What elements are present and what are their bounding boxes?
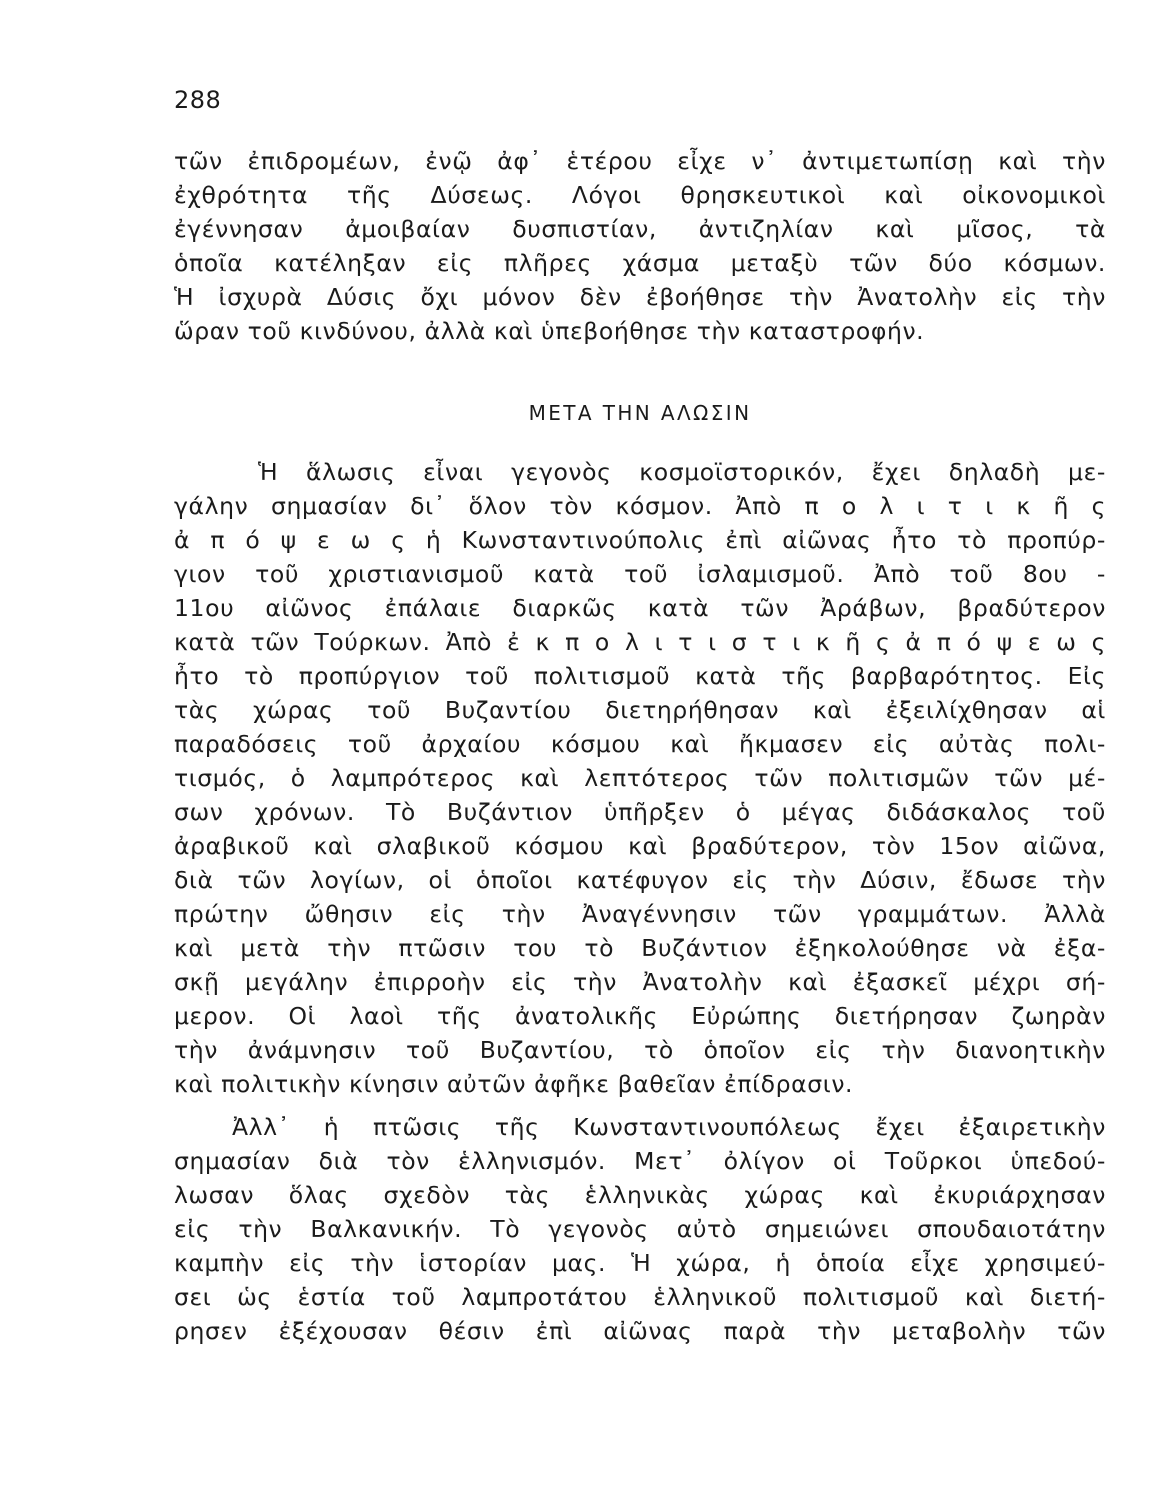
text-line: γάλην σημασίαν δι᾽ ὅλον τὸν κόσμον. Ἀπὸ π ο λ ι τ ι κ ῆ ς <box>174 492 1106 520</box>
text-line: τὰς χώρας τοῦ Βυζαντίου διετηρήθησαν καὶ ἐξειλίχθησαν αἱ <box>174 696 1106 724</box>
text-line: ἐχθρότητα τῆς Δύσεως. Λόγοι θρησκευτικοὶ καὶ οἰκονομικοὶ <box>174 181 1106 209</box>
text-line: καμπὴν εἰς τὴν ἱστορίαν μας. Ἡ χώρα, ἡ ὁποία εἶχε χρησιμεύ- <box>174 1249 1106 1277</box>
text-line: ἐγέννησαν ἀμοιβαίαν δυσπιστίαν, ἀντιζηλίαν καὶ μῖσος, τὰ <box>174 215 1106 243</box>
text-line: τισμός, ὁ λαμπρότερος καὶ λεπτότερος τῶν πολιτισμῶν τῶν μέ- <box>174 764 1106 792</box>
text-line: Ἀλλ᾽ ἡ πτῶσις τῆς Κωνσταντινουπόλεως ἔχει ἐξαιρετικὴν <box>232 1113 1106 1141</box>
text-line: σημασίαν διὰ τὸν ἑλληνισμόν. Μετ᾽ ὀλίγον οἱ Τοῦρκοι ὑπεδού- <box>174 1147 1106 1175</box>
text-line: σων χρόνων. Τὸ Βυζάντιον ὑπῆρξεν ὁ μέγας διδάσκαλος τοῦ <box>174 798 1106 826</box>
text-line: τῶν ἐπιδρομέων, ἐνῷ ἀφ᾽ ἑτέρου εἶχε ν᾽ ἀντιμετωπίσῃ καὶ τὴν <box>174 147 1106 175</box>
text-line: πρώτην ὤθησιν εἰς τὴν Ἀναγέννησιν τῶν γραμμάτων. Ἀλλὰ <box>174 900 1106 928</box>
paragraph-1 <box>174 144 1106 348</box>
text-line: γιον τοῦ χριστιανισμοῦ κατὰ τοῦ ἰσλαμισμοῦ. Ἀπὸ τοῦ 8ου - <box>174 560 1106 588</box>
text-line: παραδόσεις τοῦ ἀρχαίου κόσμου καὶ ἤκμασεν εἰς αὐτὰς πολι- <box>174 730 1106 758</box>
text-line: ρησεν ἐξέχουσαν θέσιν ἐπὶ αἰῶνας παρὰ τὴν μεταβολὴν τῶν <box>174 1317 1106 1345</box>
text-line: ἀ π ό ψ ε ω ς ἡ Κωνσταντινούπολις ἐπὶ αἰῶνας ἦτο τὸ προπύρ- <box>174 526 1106 554</box>
paragraph-3 <box>174 1110 1106 1348</box>
text-line: 11ου αἰῶνος ἐπάλαιε διαρκῶς κατὰ τῶν Ἀράβων, βραδύτερον <box>174 594 1106 622</box>
text-line: εἰς τὴν Βαλκανικήν. Τὸ γεγονὸς αὐτὸ σημειώνει σπουδαιοτάτην <box>174 1215 1106 1243</box>
text-line: ὥραν τοῦ κινδύνου, ἀλλὰ καὶ ὑπεβοήθησε τὴν καταστροφήν. <box>174 317 925 345</box>
text-line: διὰ τῶν λογίων, οἱ ὁποῖοι κατέφυγον εἰς τὴν Δύσιν, ἔδωσε τὴν <box>174 866 1106 894</box>
text-line: λωσαν ὅλας σχεδὸν τὰς ἑλληνικὰς χώρας καὶ ἐκυριάρχησαν <box>174 1181 1106 1209</box>
page-number: 288 <box>174 86 222 114</box>
text-line: σκῇ μεγάλην ἐπιρροὴν εἰς τὴν Ἀνατολὴν καὶ ἐξασκεῖ μέχρι σή- <box>174 968 1106 996</box>
text-line: σει ὡς ἑστία τοῦ λαμπροτάτου ἑλληνικοῦ πολιτισμοῦ καὶ διετή- <box>174 1283 1106 1311</box>
text-line: τὴν ἀνάμνησιν τοῦ Βυζαντίου, τὸ ὁποῖον εἰς τὴν διανοητικὴν <box>174 1036 1106 1064</box>
text-line: ἀραβικοῦ καὶ σλαβικοῦ κόσμου καὶ βραδύτερον, τὸν 15ον αἰῶνα, <box>174 832 1106 860</box>
section-heading: ΜΕΤΑ ΤΗΝ ΑΛΩΣΙΝ <box>528 401 752 425</box>
paragraph-2 <box>174 455 1106 1101</box>
text-line: καὶ πολιτικὴν κίνησιν αὐτῶν ἀφῆκε βαθεῖαν ἐπίδρασιν. <box>174 1070 854 1098</box>
text-line: Ἡ ἰσχυρὰ Δύσις ὄχι μόνον δὲν ἐβοήθησε τὴν Ἀνατολὴν εἰς τὴν <box>174 283 1106 311</box>
text-line: καὶ μετὰ τὴν πτῶσιν του τὸ Βυζάντιον ἐξηκολούθησε νὰ ἐξα- <box>174 934 1106 962</box>
text-line: κατὰ τῶν Τούρκων. Ἀπὸ ἐ κ π ο λ ι τ ι σ τ ι κ ῆ ς ἀ π ό ψ ε ω ς <box>174 628 1106 656</box>
text-line: Ἡ ἅλωσις εἶναι γεγονὸς κοσμοϊστορικόν, ἔχει δηλαδὴ με- <box>258 458 1106 486</box>
text-line: μερον. Οἱ λαοὶ τῆς ἀνατολικῆς Εὐρώπης διετήρησαν ζωηρὰν <box>174 1002 1106 1030</box>
text-line: ἦτο τὸ προπύργιον τοῦ πολιτισμοῦ κατὰ τῆς βαρβαρότητος. Εἰς <box>174 662 1106 690</box>
text-line: ὁποῖα κατέληξαν εἰς πλῆρες χάσμα μεταξὺ τῶν δύο κόσμων. <box>174 249 1106 277</box>
